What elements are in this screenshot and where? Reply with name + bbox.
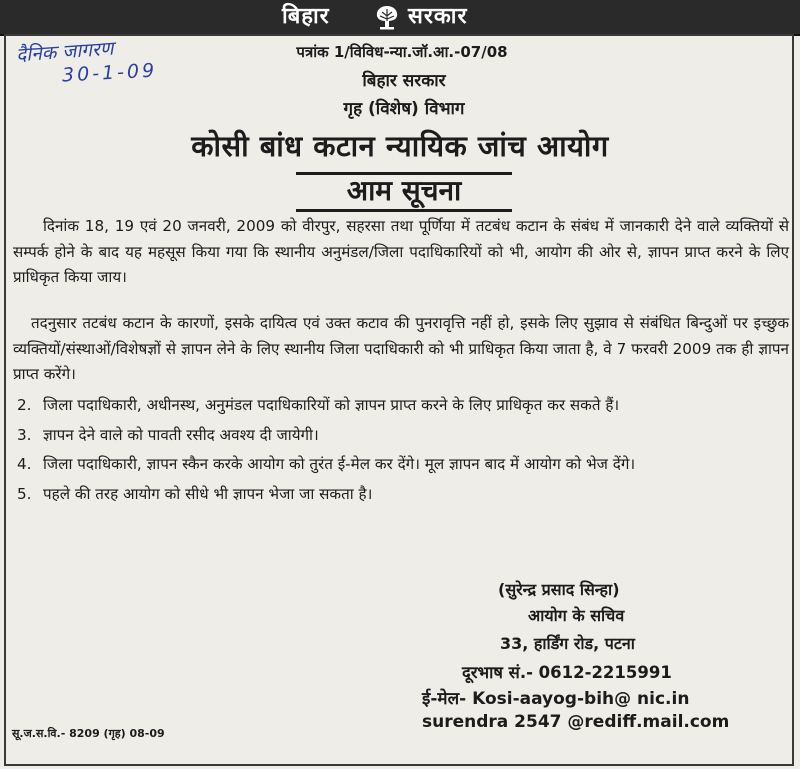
signatory-name: (सुरेन्द्र प्रसाद सिन्हा) [498, 580, 620, 599]
publication-code: सू.ज.स.वि.- 8209 (गृह) 08-09 [12, 727, 165, 740]
list-item-number: 3. [17, 425, 32, 444]
handwritten-newspaper-name: दैनिक जागरण [15, 37, 115, 67]
list-item [13, 482, 789, 508]
list-item-text: जिला पदाधिकारी, अधीनस्थ, अनुमंडल पदाधिकारियों को ज्ञापन प्राप्त करने के लिए प्राधिकृत कर सकते हैं। [43, 396, 620, 414]
bodhi-tree-emblem-icon [372, 3, 402, 31]
reference-number: पत्रांक 1/विविध-न्या.जॉ.आ.-07/08 [296, 43, 508, 61]
signatory-address: 33, हार्डिंग रोड, पटना [500, 634, 635, 653]
notice-points-list [13, 393, 789, 511]
notice-paragraph-1: दिनांक 18, 19 एवं 20 जनवरी, 2009 को वीरपुर, सहरसा तथा पूर्णिया में तटबंध कटान के संबंध में जानकारी देने वाले व्यक्तियों से सम्पर्क होने के बाद यह महसूस किया गया कि स्थानीय अनुमंडल/जिला पदाधिकारियों को भी, आयोग की ओर से, ज्ञापन प्राप्त करने के लिए प्राधिकृत किया जाय। [13, 217, 789, 286]
list-item-text: ज्ञापन देने वाले को पावती रसीद अवश्य दी जायेगी। [43, 425, 319, 444]
list-item [13, 393, 789, 419]
government-name: बिहार सरकार [362, 71, 446, 91]
banner-text-bihar: बिहार [282, 4, 330, 29]
list-item [13, 452, 789, 478]
list-item-text: जिला पदाधिकारी, ज्ञापन स्कैन करके आयोग को तुरंत ई-मेल कर देंगे। मूल ज्ञापन बाद में आयोग को भेज देंगे। [43, 455, 636, 473]
top-banner [0, 0, 800, 36]
signatory-title: आयोग के सचिव [528, 606, 625, 625]
list-item-number: 4. [17, 455, 32, 473]
banner-text-sarkar: सरकार [408, 4, 468, 29]
handwritten-date: 30-1-09 [61, 59, 158, 87]
list-item-number: 5. [17, 484, 32, 503]
signatory-email-personal: surendra 2547 @rediff.mail.com [422, 712, 730, 732]
list-item-number: 2. [17, 396, 32, 414]
list-item [13, 423, 789, 449]
signatory-email-official: ई-मेल- Kosi-aayog-bih@ nic.in [422, 689, 690, 709]
commission-title: कोसी बांध कटान न्यायिक जांच आयोग [191, 129, 609, 163]
signatory-phone: दूरभाष सं.- 0612-2215991 [462, 663, 672, 682]
list-item-text: पहले की तरह आयोग को सीधे भी ज्ञापन भेजा जा सकता है। [43, 484, 373, 503]
notice-title: आम सूचना [296, 172, 512, 212]
department-name: गृह (विशेष) विभाग [343, 99, 465, 119]
notice-paragraph-2: तदनुसार तटबंध कटान के कारणों, इसके दायित्व एवं उक्त कटाव की पुनरावृत्ति नहीं हो, इसके लिए सुझाव से संबंधित बिन्दुओं पर इच्छुक व्यक्तियों/संस्थाओं/विशेषज्ञों से ज्ञापन लेने के लिए स्थानीय जिला पदाधिकारी को भी प्राधिकृत किया जाता है, वे 7 फरवरी 2009 तक ही ज्ञापन प्राप्त करेंगे। [13, 314, 789, 383]
